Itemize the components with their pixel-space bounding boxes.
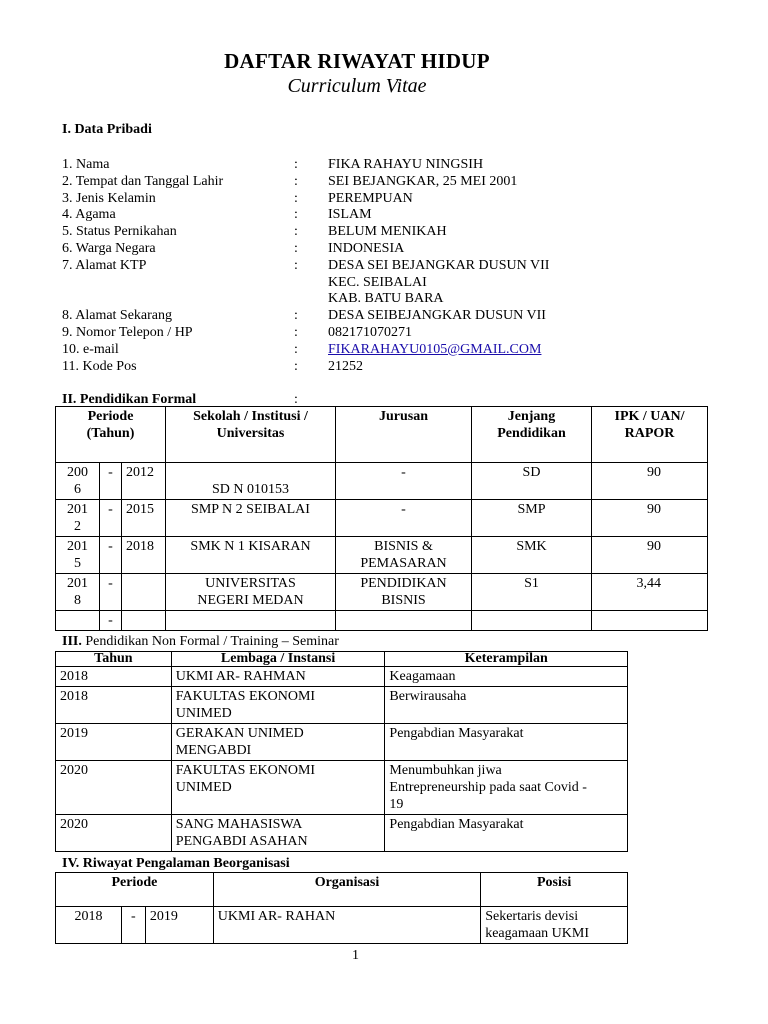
data-pribadi-list	[62, 157, 702, 375]
field-value-line: 21252	[328, 358, 363, 374]
cell-jurusan: -	[336, 500, 472, 537]
cell-dash: -	[100, 537, 122, 574]
email-link[interactable]: FIKARAHAYU0105@GMAIL.COM	[328, 341, 542, 357]
table-row	[56, 761, 628, 815]
field-label: 5. Status Pernikahan	[62, 224, 177, 240]
cell-jenjang: SD	[472, 463, 592, 500]
field-value-line: PEREMPUAN	[328, 190, 413, 206]
table-row	[56, 687, 628, 724]
section-pendidikan-formal-heading: II. Pendidikan Formal	[62, 392, 197, 407]
data-pribadi-row	[62, 207, 702, 224]
cell-jenjang	[472, 611, 592, 631]
field-label: 11. Kode Pos	[62, 358, 137, 374]
cell-jurusan: -	[336, 463, 472, 500]
field-value	[328, 207, 702, 224]
cell-jurusan: PENDIDIKAN BISNIS	[336, 574, 472, 611]
non-formal-table	[55, 651, 628, 852]
cell-jenjang: SMK	[472, 537, 592, 574]
cell-sekolah: SD N 010153	[166, 463, 336, 500]
cell-jurusan: BISNIS & PEMASARAN	[336, 537, 472, 574]
field-value	[328, 174, 702, 191]
field-value	[328, 308, 702, 325]
cell-posisi: Sekertaris devisi keagamaan UKMI	[481, 907, 628, 944]
cell-start: 200 6	[56, 463, 100, 500]
cell-tahun: 2019	[56, 724, 172, 761]
cell-end	[122, 574, 166, 611]
field-label: 2. Tempat dan Tanggal Lahir	[62, 173, 224, 189]
cell-dash: -	[100, 463, 122, 500]
header-organisasi: Organisasi	[213, 873, 480, 907]
field-colon: :	[294, 190, 298, 206]
table-row	[56, 574, 708, 611]
field-value	[328, 342, 702, 359]
section-data-pribadi-heading: I. Data Pribadi	[62, 122, 152, 137]
field-value	[328, 157, 702, 174]
cell-ipk: 90	[592, 537, 708, 574]
field-label: 6. Warga Negara	[62, 240, 156, 256]
header-sekolah: Sekolah / Institusi / Universitas	[166, 407, 336, 463]
field-colon: :	[294, 257, 298, 273]
cell-start	[56, 611, 100, 631]
table-row	[56, 667, 628, 687]
cell-tahun: 2018	[56, 687, 172, 724]
cell-sekolah: SMP N 2 SEIBALAI	[166, 500, 336, 537]
field-colon: :	[294, 157, 298, 172]
cell-organisasi: UKMI AR- RAHAN	[213, 907, 480, 944]
data-pribadi-row	[62, 308, 702, 325]
field-colon: :	[294, 207, 298, 223]
data-pribadi-row	[62, 342, 702, 359]
field-value-line: ISLAM	[328, 207, 372, 223]
cell-tahun: 2020	[56, 815, 172, 852]
field-label: 4. Agama	[62, 207, 116, 223]
field-colon: :	[294, 308, 298, 324]
field-label: 1. Nama	[62, 157, 110, 172]
cell-end: 2012	[122, 463, 166, 500]
cell-start: 201 2	[56, 500, 100, 537]
cell-lembaga: FAKULTAS EKONOMI UNIMED	[171, 761, 385, 815]
cell-lembaga: GERAKAN UNIMED MENGABDI	[171, 724, 385, 761]
field-value-line: SEI BEJANGKAR, 25 MEI 2001	[328, 173, 518, 189]
header-posisi: Posisi	[481, 873, 628, 907]
cell-ipk	[592, 611, 708, 631]
cell-dash: -	[121, 907, 145, 944]
cell-dash: -	[100, 500, 122, 537]
cell-dash: -	[100, 611, 122, 631]
field-value	[328, 325, 702, 342]
organisasi-table	[55, 872, 628, 944]
cell-sekolah: SMK N 1 KISARAN	[166, 537, 336, 574]
cell-ipk: 90	[592, 500, 708, 537]
cell-ipk: 90	[592, 463, 708, 500]
field-value	[328, 191, 702, 208]
data-pribadi-row	[62, 258, 702, 308]
cell-ipk: 3,44	[592, 574, 708, 611]
table-row	[56, 500, 708, 537]
cell-sekolah: UNIVERSITAS NEGERI MEDAN	[166, 574, 336, 611]
cell-keterampilan: Menumbuhkan jiwa Entrepreneurship pada saat Covid - 19	[385, 761, 628, 815]
header-lembaga: Lembaga / Instansi	[171, 652, 385, 667]
cell-keterampilan: Pengabdian Masyarakat	[385, 815, 628, 852]
data-pribadi-row	[62, 191, 702, 208]
cell-keterampilan: Berwirausaha	[385, 687, 628, 724]
field-value	[328, 359, 702, 376]
document-title: DAFTAR RIWAYAT HIDUP	[224, 49, 490, 73]
cell-tahun: 2018	[56, 667, 172, 687]
field-colon: :	[294, 341, 298, 357]
data-pribadi-row	[62, 174, 702, 191]
field-colon: :	[294, 240, 298, 256]
cell-end: 2018	[122, 537, 166, 574]
field-value-line: KEC. SEIBALAI	[328, 274, 427, 290]
field-label: 10. e-mail	[62, 341, 119, 357]
cell-start: 201 5	[56, 537, 100, 574]
cell-start: 201 8	[56, 574, 100, 611]
table-row	[56, 537, 708, 574]
cell-end	[122, 611, 166, 631]
cell-start: 2018	[56, 907, 122, 944]
table-row	[56, 611, 708, 631]
header-jurusan: Jurusan	[336, 407, 472, 463]
table-row	[56, 463, 708, 500]
cell-jenjang: SMP	[472, 500, 592, 537]
data-pribadi-row	[62, 241, 702, 258]
header-keterampilan: Keterampilan	[385, 652, 628, 667]
table-row	[56, 907, 628, 944]
cell-jurusan	[336, 611, 472, 631]
cell-end: 2015	[122, 500, 166, 537]
field-value-line: INDONESIA	[328, 240, 405, 256]
cell-lembaga: SANG MAHASISWA PENGABDI ASAHAN	[171, 815, 385, 852]
field-value	[328, 224, 702, 241]
data-pribadi-row	[62, 224, 702, 241]
header-ipk: IPK / UAN/ RAPOR	[592, 407, 708, 463]
cell-sekolah	[166, 611, 336, 631]
field-value-line: DESA SEIBEJANGKAR DUSUN VII	[328, 308, 546, 324]
field-value-line: BELUM MENIKAH	[328, 224, 447, 240]
page-number: 1	[352, 948, 359, 963]
field-value-line: FIKA RAHAYU NINGSIH	[328, 157, 484, 172]
field-label: 9. Nomor Telepon / HP	[62, 324, 193, 340]
header-jenjang: Jenjang Pendidikan	[472, 407, 592, 463]
cell-lembaga: UKMI AR- RAHMAN	[171, 667, 385, 687]
cell-jenjang: S1	[472, 574, 592, 611]
section-pendidikan-formal-colon: :	[294, 392, 298, 407]
field-colon: :	[294, 173, 298, 189]
field-colon: :	[294, 224, 298, 240]
cell-lembaga: FAKULTAS EKONOMI UNIMED	[171, 687, 385, 724]
header-tahun: Tahun	[56, 652, 172, 667]
data-pribadi-row	[62, 359, 702, 376]
section-organisasi-heading: IV. Riwayat Pengalaman Beorganisasi	[62, 856, 290, 871]
table-row	[56, 815, 628, 852]
field-colon: :	[294, 324, 298, 340]
pendidikan-formal-table	[55, 406, 708, 631]
header-periode: Periode (Tahun)	[56, 407, 166, 463]
cell-keterampilan: Keagamaan	[385, 667, 628, 687]
field-label: 8. Alamat Sekarang	[62, 308, 173, 324]
section-non-formal-heading: III. Pendidikan Non Formal / Training – Seminar	[62, 634, 339, 649]
field-value-line: KAB. BATU BARA	[328, 291, 444, 307]
data-pribadi-row	[62, 325, 702, 342]
field-value-line: 082171070271	[328, 324, 412, 340]
header-periode-org: Periode	[56, 873, 214, 907]
table-row	[56, 724, 628, 761]
field-value	[328, 241, 702, 258]
data-pribadi-row	[62, 157, 702, 174]
field-value-line: DESA SEI BEJANGKAR DUSUN VII	[328, 257, 550, 273]
field-value	[328, 258, 702, 308]
cell-end: 2019	[145, 907, 213, 944]
field-label: 3. Jenis Kelamin	[62, 190, 156, 206]
field-label: 7. Alamat KTP	[62, 257, 147, 273]
document-subtitle: Curriculum Vitae	[287, 75, 427, 97]
cell-tahun: 2020	[56, 761, 172, 815]
cell-dash: -	[100, 574, 122, 611]
field-colon: :	[294, 358, 298, 374]
cell-keterampilan: Pengabdian Masyarakat	[385, 724, 628, 761]
